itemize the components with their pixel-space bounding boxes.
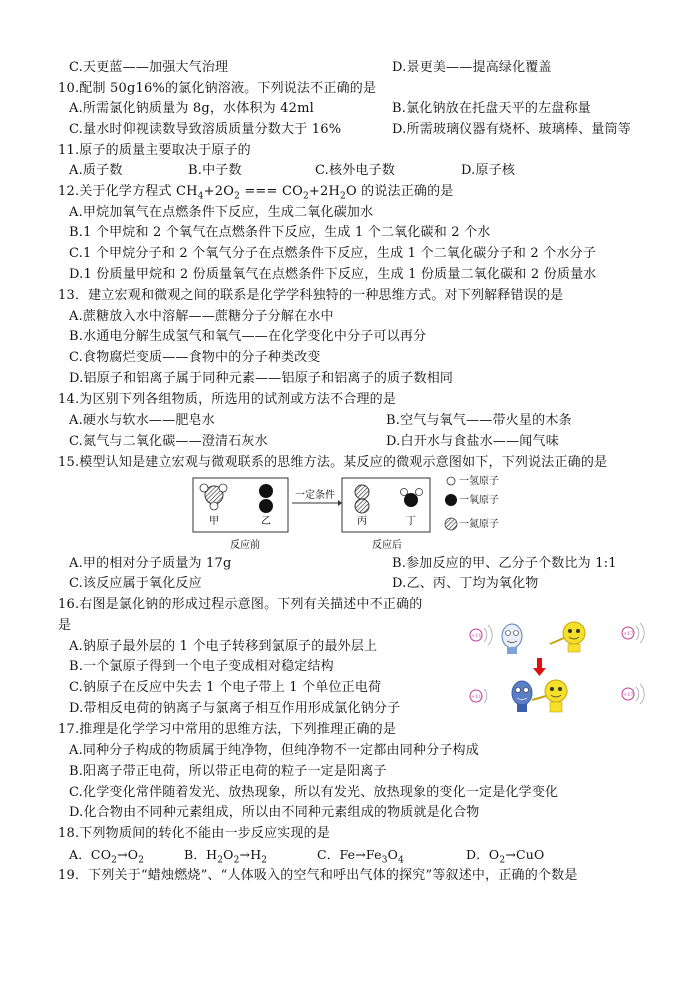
q12-sub-1: 4 — [197, 191, 204, 202]
legend-n: 一氮原子 — [459, 519, 499, 530]
question-10: 10.配制 50g16%的氯化钠溶液。下列说法不正确的是 — [58, 81, 377, 96]
q17-option-b: B.阳离子带正电荷，所以带正电荷的粒子一定是阳离子 — [69, 764, 387, 779]
q18d-text-1: D．O — [466, 847, 500, 862]
question-17: 17.推理是化学学习中常用的思维方法，下列推理正确的是 — [58, 722, 397, 737]
q15-option-d: D.乙、丙、丁均为氧化物 — [392, 576, 539, 591]
nacl-formation-figure — [462, 618, 648, 728]
question-11: 11.原子的质量主要取决于原子的 — [58, 143, 251, 158]
after-label: 反应后 — [372, 540, 402, 551]
q14-option-b: B.空气与氧气——带火星的木条 — [386, 413, 572, 428]
q13-option-a: A.蔗糖放入水中溶解——蔗糖分子分解在水中 — [69, 309, 334, 324]
condition-label: 一定条件 — [295, 490, 335, 501]
q16-option-a: A.钠原子最外层的 1 个电子转移到氯原子的最外层上 — [69, 639, 378, 654]
legend-h: 一氢原子 — [459, 476, 499, 487]
q11-option-c: C.核外电子数 — [315, 163, 396, 178]
na-character-top — [502, 624, 522, 654]
q17-option-d: D.化合物由不同种元素组成，所以由不同种元素组成的物质就是化合物 — [69, 805, 480, 820]
q16-option-d: D.带相反电荷的钠离子与氯离子相互作用形成氯化钠分子 — [69, 701, 401, 716]
legend-symbols — [444, 474, 458, 536]
q12-sub-3: 2 — [302, 191, 309, 202]
q18a-text-1: A．CO — [69, 847, 112, 862]
question-18: 18.下列物质间的转化不能由一步反应实现的是 — [58, 826, 331, 841]
q18b-sub-2: 2 — [233, 855, 240, 866]
q12-text-1: 12.关于化学方程式 CH — [58, 184, 198, 199]
question-15: 15.模型认知是建立宏观与微观联系的思维方法。某反应的微观示意图如下，下列说法正确的是 — [58, 455, 608, 470]
label-bing: 丙 — [357, 516, 367, 527]
q14-option-a: A.硬水与软水——肥皂水 — [69, 413, 215, 428]
q12-text-2: +2O — [203, 184, 235, 199]
q11-option-b: B.中子数 — [188, 163, 242, 178]
q18-option-a — [69, 846, 144, 864]
q12-option-a: A.甲烷加氧气在点燃条件下反应，生成二氧化碳加水 — [69, 205, 374, 220]
na-atom-diagram-top — [470, 625, 492, 645]
question-13: 13．建立宏观和微观之间的联系是化学学科独特的一种思维方式。对下列解释错误的是 — [58, 288, 564, 303]
q16-option-c: C.钠原子在反应中失去 1 个电子带上 1 个单位正电荷 — [69, 680, 382, 695]
q12-text-4: +2H — [308, 184, 340, 199]
q18-option-c — [317, 846, 404, 864]
q16-option-b: B.一个氯原子得到一个电子变成相对稳定结构 — [69, 659, 334, 674]
q12-option-b: B.1 个甲烷和 2 个氧气在点燃条件下反应，生成 1 个二氧化碳和 2 个水 — [69, 225, 491, 240]
cl-atom-diagram-top — [622, 623, 644, 643]
down-arrow — [533, 658, 546, 676]
question-19: 19．下列关于“蜡烛燃烧”、“人体吸入的空气和呼出气体的探究”等叙述中，正确的个数是 — [58, 868, 578, 883]
q17-option-a: A.同种分子构成的物质属于纯净物，但纯净物不一定都由同种分子构成 — [69, 743, 479, 758]
q13-option-d: D.铝原子和铝离子属于同种元素——铝原子和铝离子的质子数相同 — [69, 371, 454, 386]
q12-sub-2: 2 — [234, 191, 240, 202]
q18-option-b — [184, 846, 267, 864]
question-14: 14.为区别下列各组物质，所选用的试剂或方法不合理的是 — [58, 392, 397, 407]
question-12 — [58, 183, 454, 201]
q12-option-c: C.1 个甲烷分子和 2 个氧气分子在点燃条件下反应，生成 1 个二氧化碳分子和 2 个水分子 — [69, 246, 597, 261]
na-character-bottom — [512, 681, 532, 712]
arrow-head — [338, 500, 342, 506]
option-d-prev: D.景更美——提高绿化覆盖 — [392, 60, 552, 75]
q15-option-c: C.该反应属于氧化反应 — [69, 576, 202, 591]
legend-o-atom — [445, 494, 457, 506]
q18b-text-2: O — [223, 847, 234, 862]
q18a-text-2: →O — [117, 847, 139, 862]
q18c-sub-1: 3 — [381, 855, 388, 866]
before-label: 反应前 — [230, 540, 260, 551]
na-label-bottom: +11 — [471, 694, 482, 700]
q14-option-c: C.氮气与二氧化碳——澄清石灰水 — [69, 434, 268, 449]
q12-option-d: D.1 份质量甲烷和 2 份质量氧气在点燃条件下反应，生成 1 份质量二氧化碳和 2 份质量水 — [69, 267, 597, 282]
q14-option-d: D.白开水与食盐水——闻气味 — [386, 434, 559, 449]
q18b-text-3: →H — [239, 847, 262, 862]
q18a-sub-1: 2 — [111, 855, 118, 866]
q11-option-a: A.质子数 — [69, 163, 123, 178]
q18b-sub-3: 2 — [261, 855, 268, 866]
cl-ion-diagram-bottom — [622, 684, 644, 704]
label-ding: 丁 — [406, 516, 416, 527]
legend-n-atom — [445, 518, 457, 530]
cl-label-top: +17 — [623, 631, 634, 637]
q18-option-d — [466, 846, 544, 864]
q10-option-b: B.氯化钠放在托盘天平的左盘称量 — [392, 101, 591, 116]
legend-h-atom — [447, 477, 455, 485]
q15-option-a: A.甲的相对分子质量为 17g — [69, 556, 232, 571]
q18c-sub-2: 4 — [398, 855, 405, 866]
legend-o: 一氧原子 — [459, 495, 499, 506]
q15-option-b: B.参加反应的甲、乙分子个数比为 1:1 — [392, 556, 617, 571]
na-ion-diagram-bottom — [470, 689, 487, 703]
label-yi: 乙 — [261, 516, 271, 527]
q12-text-3: === CO — [240, 184, 303, 199]
q18d-sub-1: 2 — [499, 855, 506, 866]
q17-option-c: C.化学变化常伴随着发光、放热现象，所以有发光、放热现象的变化一定是化学变化 — [69, 785, 559, 800]
label-jia: 甲 — [209, 516, 219, 527]
question-16-cont: 是 — [58, 618, 72, 633]
q10-option-a: A.所需氯化钠质量为 8g，水体积为 42ml — [69, 101, 315, 116]
cl-character-bottom — [532, 680, 567, 712]
option-c-prev: C.天更蓝——加强大气治理 — [69, 60, 229, 75]
cl-character-top — [550, 622, 585, 652]
q18a-sub-2: 2 — [138, 855, 145, 866]
q12-sub-4: 2 — [340, 191, 346, 202]
q18d-text-2: →CuO — [505, 847, 545, 862]
q11-option-d: D.原子核 — [461, 163, 516, 178]
q13-option-b: B.水通电分解生成氢气和氧气——在化学变化中分子可以再分 — [69, 329, 427, 344]
q18b-text-1: B．H — [184, 847, 218, 862]
q18b-sub-1: 2 — [217, 855, 224, 866]
cl-label-bottom: +17 — [623, 692, 634, 698]
question-16: 16.右图是氯化钠的形成过程示意图。下列有关描述中不正确的 — [58, 597, 423, 612]
q10-option-c: C.量水时仰视读数导致溶质质量分数大于 16% — [69, 122, 342, 137]
q18c-text-2: O — [387, 847, 399, 862]
na-label-top: +11 — [471, 633, 482, 639]
q13-option-c: C.食物腐烂变质——食物中的分子种类改变 — [69, 350, 321, 365]
q10-option-d: D.所需玻璃仪器有烧杯、玻璃棒、量筒等 — [392, 122, 631, 137]
q18c-text-1: C．Fe→Fe — [317, 847, 382, 862]
q12-text-5: O 的说法正确的是 — [345, 184, 454, 199]
